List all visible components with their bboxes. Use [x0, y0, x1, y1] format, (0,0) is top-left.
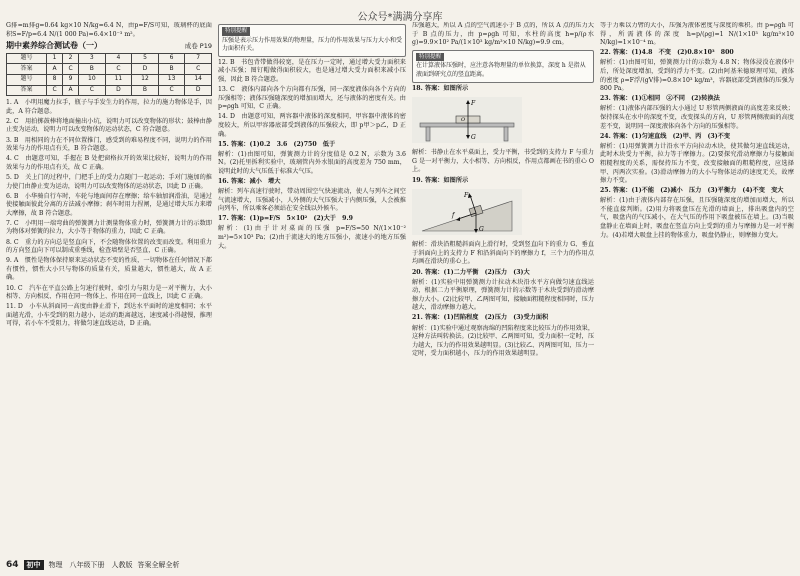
figure-19-block-on-slope: [412, 189, 522, 235]
table-cell: 答案: [7, 64, 47, 75]
table-cell: 题号: [7, 74, 47, 85]
answer-line: 15. 答案：(1)0.2 3.6 (2)750 低于: [218, 140, 336, 148]
table-cell: 3: [79, 53, 106, 64]
answer-paragraph: 11. D 小车从斜面同一高度由静止滑下，到达水平面时的速度相同；水平面越光滑，小车受到的阻力越小，运动的距离越远，速度减小得越慢，推理可得，若小车不受阻力，将做匀速直线运动，D 正确。: [6, 303, 212, 328]
table-cell: C: [105, 64, 132, 75]
answer-paragraph: 解析：(1)由图可知，弹簧测力计的示数为 4.8 N；物体浸没在液体中后，所处深度增加，受到的浮力不变。(2)由阿基米德原理可知，液体的密度 ρ=F浮/(gV排)=0.8×10³ kg/m³，容器底部受到液体的压强为 800 Pa。: [600, 59, 794, 93]
exam-title-row: [6, 42, 212, 51]
answer-paragraph: 2. C 用拍掷鼓棒将地面撞出小坑，说明力可以改变物体的形状；鼓棒由静止变为运动，说明力可以改变物体的运动状态，C 符合题意。: [6, 117, 212, 134]
answer-line: 25. 答案：(1)不能 (2)减小 压力 (3)平衡力 (4)不变 变大: [600, 187, 784, 195]
table-cell: 14: [185, 74, 212, 85]
table-cell: 5: [132, 53, 159, 64]
answer-paragraph: 8. C 重力的方向总是竖直向下，不会随物体位置的改变而改变。利用重力的方向竖直向下可以制成重垂线，检查墙壁是否竖直，C 正确。: [6, 238, 212, 255]
answer-paragraph: 解析：书静止在水平桌面上，受力平衡，书受到的支持力 F 与重力 G 是一对平衡力，大小相等、方向相反，作用点都画在书的重心 O 上。: [412, 149, 594, 174]
table-row: [7, 64, 212, 75]
answer-line: 21. 答案：(1)凹陷程度 (2)压力 (3)受力面积: [412, 314, 549, 322]
answer-paragraph: 压强越大，所以 A 点的空气流速小于 B 点的，所以 A 点的压力大于 B 点的压力，由 p=ρgh 可知，水柱的高度 h=p/(ρ水g)=9.9×10² Pa/(1×10³ kg/m³×10 N/kg)=9.9 cm。: [412, 22, 594, 47]
tip-text: 压强是表示压力作用效果的物理量，压力的作用效果与压力大小和受力面积有关。: [222, 36, 403, 53]
answer-paragraph: 7. C 小明用一端弯曲的弹簧测力计测量物体重力时，弹簧测力计的示数即为物体对弹簧的拉力，大小等于物体的重力，因此 C 正确。: [6, 219, 212, 236]
table-cell: C: [185, 64, 212, 75]
answer-line: 17. 答案：(1)p=F/S 5×10² (2)大于 9.9: [218, 215, 353, 223]
tip-box: [218, 24, 406, 57]
page-footer: [6, 560, 794, 570]
answer-paragraph: 14. D 由题意可知，两容器中液体的深度相同，甲容器中液体的密度较大，所以甲容器底部受到液体的压强较大，即 p甲＞p乙，D 正确。: [218, 113, 406, 138]
answer-paragraph: 解析：滑块沿粗糙斜面向上滑行时，受到竖直向下的重力 G、垂直于斜面向上的支持力 F 和沿斜面向下的摩擦力 f，三个力的作用点均画在滑块的重心上。: [412, 241, 594, 266]
answer-line: 23. 答案：(1)①相同 ②不同 (2)转换法: [600, 95, 720, 103]
page-number: 64: [6, 560, 19, 570]
answer-paragraph: 6. B 小华骑自行车时，车轮与地面间存在摩擦；给车轴加润滑油，是通过使接触面彼此分离的方法减小摩擦；刹车时用力捏闸，是通过增大压力来增大摩擦，故 B 符合题意。: [6, 192, 212, 217]
exam-title: 期中素养综合测试卷（一）: [6, 41, 102, 51]
gravity-arrowhead: [466, 135, 470, 139]
table-cell: D: [105, 85, 132, 96]
table-cell: B: [79, 64, 106, 75]
answer-paragraph: 13. C 液体内部向各个方向都有压强，同一深度液体向各个方向的压强相等；液体压强随深度的增加而增大，还与液体的密度有关。由 p=ρgh 可知，C 正确。: [218, 86, 406, 111]
table-cell: 题号: [7, 53, 47, 64]
watermark: 公众号*满满分享库: [357, 12, 443, 23]
support-force-arrowhead: [466, 100, 470, 104]
label-gravity: G: [479, 225, 484, 233]
label-gravity: G: [471, 133, 476, 141]
answer-paragraph: 解析：(1)由图可知，弹簧测力计的分度值是 0.2 N，示数为 3.6 N。(2)托里拆利实验中，玻璃管内外水银面的高度差为 750 mm，说明此时的大气压低于标准大气压。: [218, 150, 406, 175]
column-1: [6, 22, 212, 552]
table-cell: 8: [47, 74, 63, 85]
answer-paragraph: 解析：(1)实验中通过观察海绵的凹陷程度来比较压力的作用效果，这种方法叫转换法。(2)比较甲、乙两图可知，受力面积一定时，压力越大，压力的作用效果越明显。(3)比较乙、丙两图可知，压力一定时，受力面积越小，压力的作用效果越明显。: [412, 324, 594, 358]
table-cell: 9: [63, 74, 79, 85]
table-leg: [504, 127, 508, 141]
table-cell: 1: [47, 53, 63, 64]
table-leg: [426, 127, 430, 141]
answer-paragraph: 解析：(1)实验中用弹簧测力计拉动木块沿水平方向做匀速直线运动，根据二力平衡原理，弹簧测力计的示数等于木块受到的滑动摩擦力大小。(2)比较甲、乙两图可知，接触面粗糙程度相同时，压力越大，滑动摩擦力越大。: [412, 278, 594, 312]
answer-line: 20. 答案：(1)二力平衡 (2)压力 (3)大: [412, 268, 530, 276]
table-cell: 11: [105, 74, 132, 85]
intro-paragraph: G排=m排g=0.64 kg×10 N/kg=6.4 N，由p=F/S可知，玻璃杯的底面积S=F/p=6.4 N/(1 000 Pa)=6.4×10⁻³ m²。: [6, 22, 212, 38]
table-cell: 12: [132, 74, 159, 85]
table-cell: D: [132, 64, 159, 75]
table-cell: A: [47, 64, 63, 75]
answer-paragraph: 4. C 由题意可知，手握在 B 处把窗格拉开的效果比较好，说明力的作用效果与力的作用点有关，故 C 正确。: [6, 155, 212, 171]
table-cell: C: [79, 85, 106, 96]
answer-paragraph: 解析：列车高速行驶时，带动周围空气快速流动，使人与列车之间空气流速增大，压强减小，人外侧的大气压强大于内侧压强，人会被推向列车，所以乘客必须站在安全线以外候车。: [218, 188, 406, 213]
table-cell: 10: [79, 74, 106, 85]
label-support-force: F: [471, 99, 476, 107]
table-cell: C: [63, 64, 79, 75]
exam-note: 成卷 P19: [184, 42, 212, 51]
tip-tag: 特别提醒: [222, 27, 250, 36]
footer-tail: 答案全解全析: [137, 561, 180, 569]
label-support-force: F: [464, 191, 469, 199]
table-cell: A: [63, 85, 79, 96]
table-row: [7, 85, 212, 96]
answer-paragraph: 9. A 惯性是物体保持原来运动状态不变的性质，一切物体在任何情况下都有惯性，惯性大小只与物体的质量有关，质量越大，惯性越大，故 A 正确。: [6, 257, 212, 282]
answer-paragraph: 等于力乘以力臂的大小，压强为液体密度与深度的乘积。由 p=ρgh 可得，所需液体的深度 h=p/(ρg)=1 N/(1×10³ kg/m³×10 N/kg)=1×10⁻⁴ m。: [600, 22, 794, 47]
answer-paragraph: 解析：(1)液体内部压强的大小通过 U 形管两侧液面的高度差来反映；保持探头在水中的深度不变，改变探头的方向，U 形管两侧液面的高度差不变，说明同一深度液体向各个方向的压强相等。: [600, 105, 794, 130]
table-top: [420, 123, 514, 127]
table-cell: 4: [105, 53, 132, 64]
table-row: [7, 74, 212, 85]
table-cell: 答案: [7, 85, 47, 96]
column-4: [600, 22, 794, 552]
footer-text: 物理 八年级下册 人教版: [48, 561, 133, 569]
column-3: [412, 22, 594, 552]
table-cell: 7: [185, 53, 212, 64]
tip-box: [412, 50, 594, 83]
label-center: O: [461, 116, 466, 123]
answer-line: 22. 答案：(1)4.8 不变 (2)0.8×10³ 800: [600, 49, 734, 57]
answer-paragraph: 解析：(1)由于计对桌面的压强 p=F/S=50 N/(1×10⁻² m²)=5×10³ Pa；(2)由于流速大的地方压强小，流速小的地方压强大。: [218, 225, 406, 250]
answer-paragraph: 5. D 关上门的过程中，门把手上的受力点随门一起运动；手对门施加的推力使门由静止变为运动，说明力可以改变物体的运动状态，因此 D 正确。: [6, 173, 212, 190]
table-cell: B: [132, 85, 159, 96]
answer-paragraph: 解析：(1)由于液体内部存在压强，且压强随深度的增加而增大，所以不能直接判断。(2)用力将吸盘压在光滑的墙面上，排出吸盘内的空气，吸盘内的气压减小，在大气压的作用下吸盘被压在墙上。(3)当吸盘静止在墙面上时，吸盘在竖直方向上受到的重力与摩擦力是一对平衡力。(4)若增大吸盘上挂的物体重力，吸盘仍静止，则摩擦力变大。: [600, 197, 794, 239]
brand-tag: 初中: [24, 560, 44, 570]
answer-paragraph: 解析：(1)用弹簧测力计沿水平方向拉动木块，使其做匀速直线运动，此时木块受力平衡，拉力等于摩擦力。(2)要探究滑动摩擦力与接触面粗糙程度的关系，需保持压力不变，改变接触面的粗糙程度，应选择甲、丙两次实验。(3)滑动摩擦力的大小与物体运动的速度无关，故摩擦力不变。: [600, 142, 794, 185]
table-row: [7, 53, 212, 64]
answer-paragraph: 1. A 小明用魔力拉手，瓶子与手发生力的作用，拉力的施力物体是手，因此，A 符合题意。: [6, 99, 212, 115]
table-cell: C: [158, 85, 185, 96]
tip-text: 在计算液体压强时，应注意各物理量的单位换算，深度 h 是指从液面到研究点的竖直距离。: [416, 62, 586, 78]
answer-line: 24. 答案：(1)匀速直线 (2)甲、丙 (3)不变: [600, 132, 731, 140]
table-cell: 6: [158, 53, 185, 64]
label-friction: f: [452, 211, 455, 219]
answer-table: [6, 53, 212, 96]
figure-18-book-on-table: [412, 97, 522, 143]
table-cell: B: [158, 64, 185, 75]
answer-paragraph: 3. B 用相同的力在不同位置推门，感受到的难易程度不同，说明力的作用效果与力的作用点有关，B 符合题意。: [6, 136, 212, 153]
tip-tag: 特别提醒: [416, 53, 444, 62]
answer-paragraph: 10. C 汽车在平直公路上匀速行驶时，牵引力与阻力是一对平衡力，大小相等、方向相反、作用在同一物体上、作用在同一直线上，因此 C 正确。: [6, 284, 212, 301]
answer-paragraph: 12. B 书包背带做得较宽，是在压力一定时，通过增大受力面积来减小压强；图钉帽做得面积较大，也是通过增大受力面积来减小压强，因此 B 符合题意。: [218, 58, 406, 83]
answer-line: 16. 答案：减小 增大: [218, 178, 281, 185]
table-cell: C: [47, 85, 63, 96]
answer-line: 18. 答案：如图所示: [412, 84, 469, 92]
table-cell: 13: [158, 74, 185, 85]
table-cell: D: [185, 85, 212, 96]
column-2: [218, 22, 406, 552]
answer-line: 19. 答案：如图所示: [412, 176, 469, 184]
table-cell: 2: [63, 53, 79, 64]
support-force-arrowhead: [468, 193, 472, 198]
